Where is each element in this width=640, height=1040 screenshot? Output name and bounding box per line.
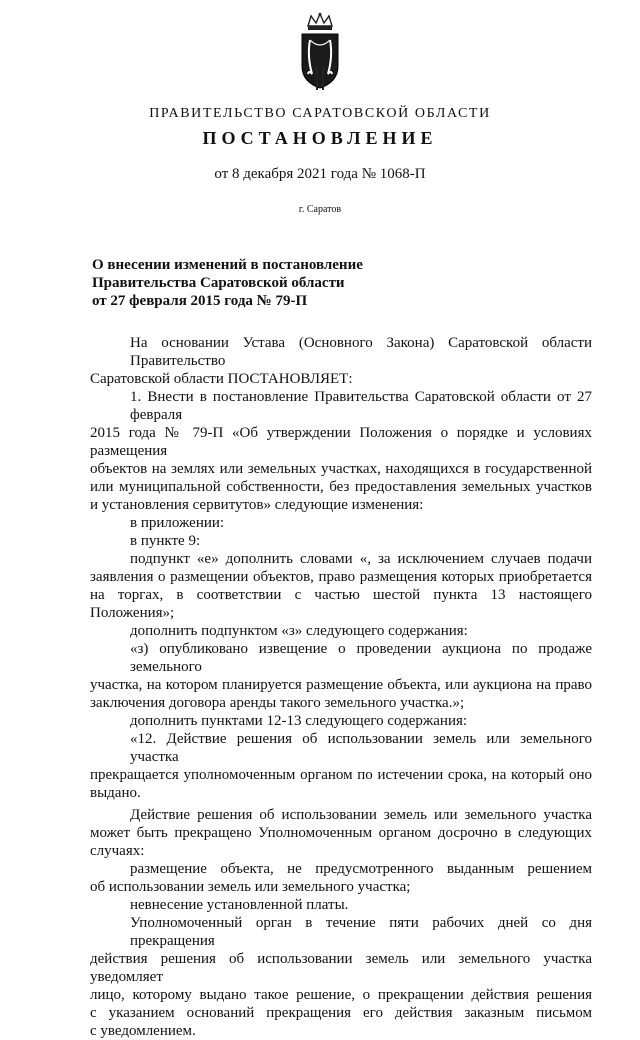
body-line: невнесение установленной платы. [130,897,349,913]
body-line: заявления о размещении объектов, право размещения которых приобретается [90,569,592,585]
body-line: выдано. [90,785,141,801]
subject-line: от 27 февраля 2015 года № 79-П [92,293,308,309]
body-line: на торгах, в соответствии с частью шестой пункта 13 настоящего Положения»; [90,587,592,621]
body-line: объектов на землях или земельных участках, находящихся в государственной [90,461,592,477]
body-line: об использовании земель или земельного участка; [90,879,411,895]
body-line: или муниципальной собственности, без предоставления земельных участков [90,479,592,495]
body-line: подпункт «е» дополнить словами «, за исключением случаев подачи [130,551,592,567]
saratov-coat-of-arms-icon [296,12,344,90]
body-line: дополнить подпунктом «з» следующего содержания: [130,623,468,639]
body-line: прекращается уполномоченным органом по истечении срока, на который оно [90,767,592,783]
body-line: в пункте 9: [130,533,201,549]
body-line: «12. Действие решения об использовании земель или земельного участка [130,731,592,765]
body-line: «з) опубликовано извещение о проведении аукциона по продаже земельного [130,641,592,675]
subject-line: Правительства Саратовской области [92,275,345,291]
body-line: с указанием оснований прекращения его действия заказным письмом [90,1005,592,1021]
body-line: заключения договора аренды такого земельного участка.»; [90,695,465,711]
body-line: Уполномоченный орган в течение пяти рабочих дней со дня прекращения [130,915,592,949]
body-line: в приложении: [130,515,225,531]
body-line: и установления сервитутов» следующие изменения: [90,497,424,513]
body-line: лицо, которому выдано такое решение, о прекращении действия решения [90,987,592,1003]
body-line: действия решения об использовании земель или земельного участка уведомляет [90,951,592,985]
body-line: участка, на котором планируется размещение объекта, или аукциона на право [90,677,592,693]
body-line: случаях: [90,843,145,859]
body-line: с уведомлением. [90,1023,196,1039]
body-line: может быть прекращено Уполномоченным органом досрочно в следующих [90,825,592,841]
document-date-number: от 8 декабря 2021 года № 1068-П [214,166,426,182]
document-body [90,334,592,1040]
subject-line: О внесении изменений в постановление [92,257,363,273]
body-line: 2015 года № 79-П «Об утверждении Положения о порядке и условиях размещения [90,425,592,459]
document-type: ПОСТАНОВЛЕНИЕ [202,128,438,148]
document-city: г. Саратов [298,204,342,215]
body-line: 1. Внести в постановление Правительства Саратовской области от 27 февраля [130,389,592,423]
body-line: размещение объекта, не предусмотренного выданным решением [130,861,592,877]
body-line: Саратовской области ПОСТАНОВЛЯЕТ: [90,371,353,387]
body-line: Действие решения об использовании земель или земельного участка [130,807,592,823]
government-name: ПРАВИТЕЛЬСТВО САРАТОВСКОЙ ОБЛАСТИ [149,106,491,121]
document-subject [92,256,363,310]
body-line: На основании Устава (Основного Закона) Саратовской области Правительство [130,335,592,369]
body-line: дополнить пунктами 12-13 следующего содержания: [130,713,468,729]
